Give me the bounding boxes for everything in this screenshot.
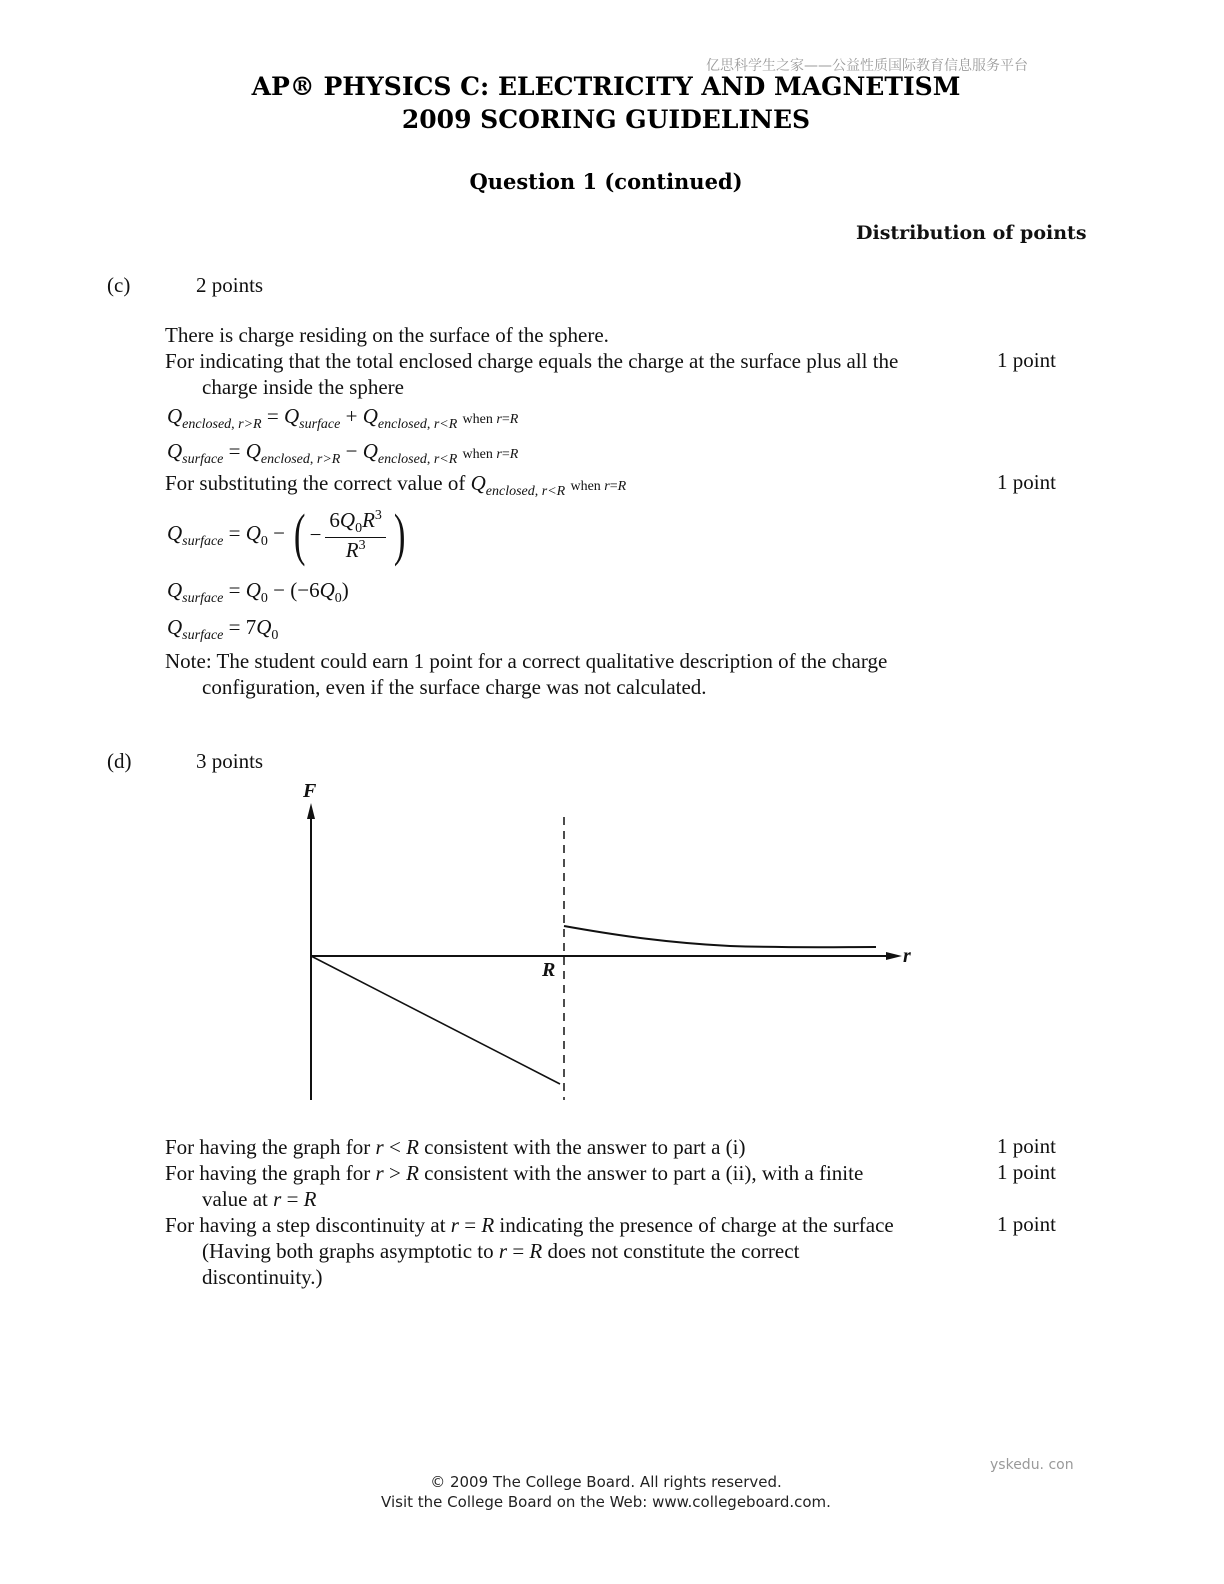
part-c-note-cont: configuration, even if the surface charge was not calculated. (202, 675, 707, 699)
equation-surface-difference: $Q_{surface} = Q_{enclosed, r>R} - Q_{enclosed, r<R}$ when r=R (167, 439, 519, 467)
criterion3-text-a: For having a step discontinuity at (165, 1213, 446, 1237)
question-heading: Question 1 (continued) (469, 169, 743, 194)
criterion3-text-c: (Having both graphs asymptotic to (202, 1239, 494, 1263)
part-d-criterion3-cont: (Having both graphs asymptotic to r = R does not constitute the correct (202, 1239, 800, 1263)
part-c-subst-line: For substituting the correct value of $Q_{enclosed, r<R}$ when r=R (165, 471, 627, 499)
equation-surface-substituted: $Q_{surface} = Q_0$ − ( − $\frac{6Q_0R^3}{R^3}$ ) (167, 502, 406, 567)
curve-outside-sphere (564, 926, 876, 947)
part-c-point2: 1 point (997, 470, 1056, 494)
part-c-line2: For indicating that the total enclosed charge equals the charge at the surface plus all the (165, 349, 899, 373)
equation-enclosed-sum: $Q_{enclosed, r>R} = Q_{surface} + Q_{enclosed, r<R}$ when r=R (167, 404, 519, 432)
distribution-heading: Distribution of points (856, 222, 1087, 244)
part-c-label: (c) (107, 273, 131, 297)
y-axis-arrow (307, 803, 315, 819)
criterion2-text-c: value at (202, 1187, 268, 1211)
footer-copyright: © 2009 The College Board. All rights reserved. (430, 1473, 782, 1491)
part-d-criterion3: For having a step discontinuity at r = R indicating the presence of charge at the surface (165, 1213, 894, 1237)
R-marker-label: R (542, 959, 556, 981)
part-d-criterion1: For having the graph for r < R consistent with the answer to part a (i) (165, 1135, 746, 1159)
part-d-points: 3 points (196, 749, 264, 773)
part-d-criterion1-points: 1 point (997, 1134, 1056, 1158)
part-d-criterion2-points: 1 point (997, 1160, 1056, 1184)
equation-surface-numeric: $Q_{surface} = Q_0 - (-6Q_0)$ (167, 578, 349, 606)
part-d-criterion2: For having the graph for r > R consistent with the answer to part a (ii), with a finite (165, 1161, 864, 1185)
part-d-criterion3-cont2: discontinuity.) (202, 1265, 323, 1289)
criterion3-text-b: indicating the presence of charge at the surface (499, 1213, 894, 1237)
part-c-line1: There is charge residing on the surface of the sphere. (165, 323, 609, 347)
page-subtitle: 2009 SCORING GUIDELINES (401, 105, 811, 134)
x-axis-arrow (886, 952, 902, 960)
part-d-label: (d) (107, 749, 132, 773)
criterion2-text-b: consistent with the answer to part a (ii), with a finite (424, 1161, 864, 1185)
part-c-line2-cont: charge inside the sphere (202, 375, 404, 399)
footer-website: Visit the College Board on the Web: www.collegeboard.com. (381, 1493, 831, 1511)
y-axis-label: F (303, 780, 317, 802)
part-c-point1: 1 point (997, 348, 1056, 372)
criterion1-text-b: consistent with the answer to part a (i) (424, 1135, 746, 1159)
criterion2-text-a: For having the graph for (165, 1161, 371, 1185)
watermark-top: 亿思科学生之家——公益性质国际教育信息服务平台 (706, 58, 1028, 74)
equation-surface-result: $Q_{surface} = 7Q_0$ (167, 615, 279, 643)
force-vs-distance-graph (290, 775, 930, 1110)
part-c-subst-text: For substituting the correct value of (165, 471, 466, 495)
part-c-note: Note: The student could earn 1 point for a correct qualitative description of the charge (165, 649, 888, 673)
part-c-points: 2 points (196, 273, 264, 297)
part-d-criterion3-points: 1 point (997, 1212, 1056, 1236)
part-d-criterion2-cont: value at r = R (202, 1187, 317, 1211)
watermark-bottom: yskedu. con (990, 1457, 1074, 1473)
x-axis-label: r (903, 945, 911, 967)
page-title: AP® PHYSICS C: ELECTRICITY AND MAGNETISM (251, 72, 961, 101)
criterion1-text-a: For having the graph for (165, 1135, 371, 1159)
criterion3-text-d: does not constitute the correct (547, 1239, 800, 1263)
curve-inside-sphere (311, 956, 560, 1084)
